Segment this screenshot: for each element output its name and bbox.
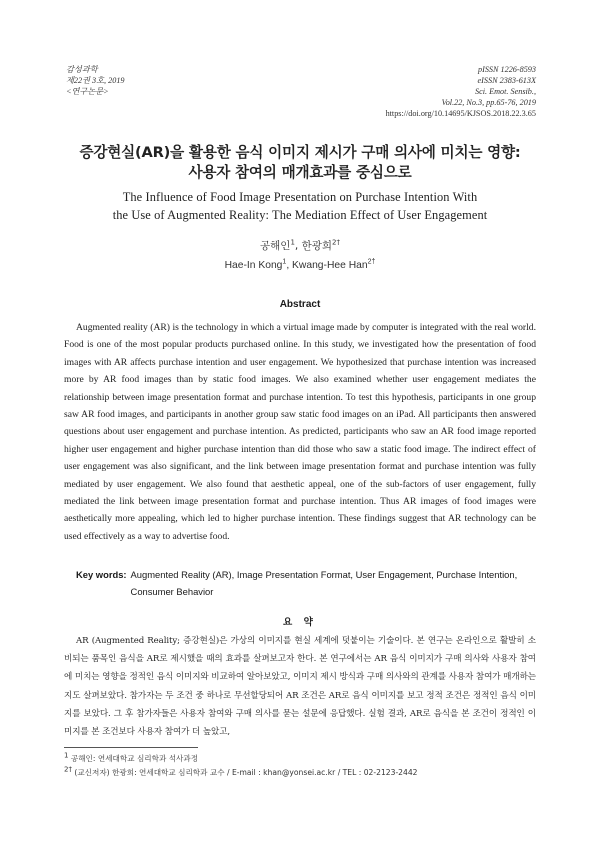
- author-1-ko-mark: 1: [290, 238, 295, 247]
- footnotes: [64, 752, 418, 779]
- journal-meta-right: [386, 64, 536, 119]
- author-2-ko: 한광희: [301, 240, 333, 252]
- authors-korean: [0, 238, 600, 253]
- footnote-1: [64, 752, 418, 766]
- volume-en: Vol.22, No.3, pp.65-76, 2019: [441, 98, 536, 107]
- pissn: pISSN 1226-8593: [478, 65, 536, 74]
- summary-heading: 요 약: [283, 617, 317, 628]
- footnote-2-text: (교신저자) 한광희: 연세대학교 심리학과 교수 / E-mail : khan@yonsei.ac.kr / TEL : 02-2123-2442: [71, 767, 418, 777]
- title-ko-line1: 증강현실(AR)을 활용한 음식 이미지 제시가 구매 의사에 미치는 영향:: [79, 144, 521, 161]
- author-separator-ko: ,: [294, 240, 302, 252]
- author-1-en: Hae-In Kong: [224, 260, 283, 271]
- journal-name-ko: 감성과학: [66, 65, 98, 74]
- summary-body: AR (Augmented Reality; 증강현실)은 가상의 이미지를 현실 세계에 덧붙이는 기술이다. 본 연구는 온라인으로 활발히 소비되는 품목인 음식을 AR로 제시했을 때의 효과를 살펴보고자 한다. 본 연구에서는 AR 음식 이미지가 구매 의사와 사용자 참여에 미치는 영향을 정적인 음식 이미지와 비교하여 알아보았고, 이미지 제시 방식과 구매 의사와의 관계를 사용자 참여가 매개하는지도 살펴보았다. 참가자는 두 조건 중 하나로 무선할당되어 AR 조건은 AR로 음식 이미지를 보고 정적 조건은 정적인 음식 이미지를 보았다. 그 후 참가자들은 사용자 참여와 구매 의사를 묻는 설문에 응답했다. 실험 결과, AR로 음식을 본 조건이 정적인 이미지를 본 조건보다 사용자 참여가 더 높았고,: [64, 636, 536, 738]
- author-1-en-mark: 1: [282, 258, 287, 266]
- title-en-line2: the Use of Augmented Reality: The Mediation Effect of User Engagement: [112, 208, 488, 222]
- author-2-ko-mark: 2†: [332, 238, 340, 247]
- title-english: [60, 188, 540, 224]
- doi-link[interactable]: https://doi.org/10.14695/KJSOS.2018.22.3.65: [385, 109, 536, 118]
- footnote-2: [64, 766, 418, 780]
- abstract-heading: Abstract: [279, 299, 321, 310]
- footnote-divider: [64, 747, 198, 748]
- author-2-en-mark: 2†: [367, 258, 376, 266]
- keywords-text: Augmented Reality (AR), Image Presentation Format, User Engagement, Purchase Intention, Consumer Behavior: [130, 569, 518, 597]
- title-ko-line2: 사용자 참여의 매개효과를 중심으로: [188, 164, 412, 181]
- journal-meta-left: [66, 64, 125, 97]
- abstract-body: Augmented reality (AR) is the technology in which a virtual image made by computer is integrated with the real world. Food is one of the most popular products purchased online. In this study, we investigated how the presentation of food images with AR affects purchase intention and user engagement. We hypothesized that purchase intention was increased more by AR food images than by static food images. We also examined whether user engagement mediates the relationship between image presentation format and purchase intention. To test this hypothesis, participants in one group saw AR food images, and participants in another group saw static food images on an iPad. All participants then answered questions about user engagement and purchase intention. As predicted, participants who saw an AR food image reported higher user engagement and higher purchase intention than did those who saw a static food image. The indirect effect of user engagement was also significant, and the link between image presentation format and purchase intention was fully mediated by user engagement. We also found that aesthetic appeal, one of the sub-factors of user engagement, fully mediated the link between image presentation format and purchase intention. Thus AR images of food images were aesthetically more appealing, which led to higher purchase intention. These findings suggest that AR technology can be used effectively as a way to advertise food.: [64, 322, 536, 542]
- author-separator-en: ,: [286, 260, 293, 271]
- title-korean: [40, 143, 560, 183]
- author-2-en: Kwang-Hee Han: [292, 260, 368, 271]
- article-type: <연구논문>: [66, 87, 109, 96]
- keywords-label: Key words:: [76, 569, 127, 580]
- footnote-1-text: 공해인: 연세대학교 심리학과 석사과정: [68, 754, 199, 763]
- footnote-2-mark: 2†: [64, 764, 72, 773]
- title-en-line1: The Influence of Food Image Presentation on Purchase Intention With: [122, 190, 478, 204]
- author-1-ko: 공해인: [260, 240, 291, 252]
- eissn: eISSN 2383-613X: [477, 76, 536, 85]
- volume-ko: 제22권 3호, 2019: [66, 76, 125, 85]
- journal-name-en: Sci. Emot. Sensib.,: [475, 87, 536, 96]
- footnote-1-mark: 1: [64, 751, 69, 760]
- authors-english: [0, 260, 600, 271]
- keywords: [76, 566, 536, 600]
